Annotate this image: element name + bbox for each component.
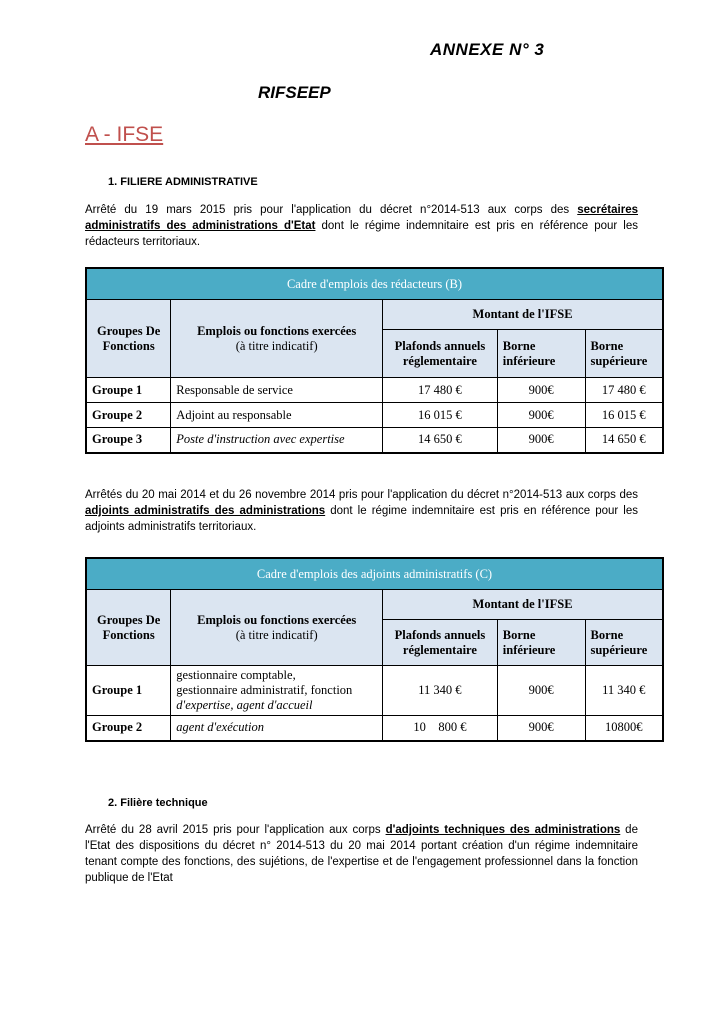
cell-plafond: 17 480 € (383, 378, 498, 403)
header-emplois-text: Emplois ou fonctions exercées (197, 323, 357, 338)
header-emplois-sub: (à titre indicatif) (235, 338, 318, 353)
paragraph-redacteurs (85, 202, 638, 250)
para-text: dont le régime indemnitaire est pris en référence pour les rédacteurs territoriaux. (85, 220, 638, 248)
cell-emploi: Adjoint au responsable (171, 403, 383, 428)
cell-borne-sup: 10800€ (585, 716, 663, 741)
cell-borne-sup: 11 340 € (585, 666, 663, 716)
section-a-title: A - IFSE (85, 123, 164, 146)
cell-plafond: 16 015 € (383, 403, 498, 428)
header-emplois-text: Emplois ou fonctions exercées (197, 612, 357, 627)
header-montant: Montant de l'IFSE (383, 590, 663, 620)
cell-plafond: 10 800 € (383, 716, 498, 741)
table-row (86, 716, 663, 741)
cell-borne-sup: 17 480 € (585, 378, 663, 403)
table-row (86, 666, 663, 716)
table-adjoints (85, 557, 664, 742)
cell-groupe: Groupe 1 (86, 378, 171, 403)
header-groupes: Groupes De Fonctions (86, 300, 171, 378)
cell-groupe: Groupe 2 (86, 716, 171, 741)
para-text: Arrêtés du 20 mai 2014 et du 26 novembre 2014 pris pour l'application du décret n°2014-513 aux corps des (85, 489, 638, 501)
cell-borne-inf: 900€ (497, 403, 585, 428)
cell-groupe: Groupe 1 (86, 666, 171, 716)
cell-plafond: 11 340 € (383, 666, 498, 716)
header-groupes: Groupes De Fonctions (86, 590, 171, 666)
header-emplois (171, 590, 383, 666)
cell-borne-inf: 900€ (497, 716, 585, 741)
header-borne-sup: Borne supérieure (585, 330, 663, 378)
table-row (86, 378, 663, 403)
cell-emploi (171, 666, 383, 716)
header-borne-inf: Borne inférieure (497, 330, 585, 378)
para-emphasis: adjoints administratifs des administrations (85, 505, 326, 517)
cell-emploi-line: gestionnaire administratif, fonction (176, 683, 353, 697)
header-plafonds: Plafonds annuels réglementaire (383, 330, 498, 378)
cell-groupe: Groupe 2 (86, 403, 171, 428)
filiere-technique-heading: 2. Filière technique (108, 797, 208, 809)
cell-emploi-line: gestionnaire comptable, (176, 668, 296, 682)
cell-plafond: 14 650 € (383, 428, 498, 453)
cell-borne-inf: 900€ (497, 428, 585, 453)
para-emphasis: secrétaires administratifs des administrations d'Etat (85, 204, 638, 232)
header-emplois-sub: (à titre indicatif) (235, 627, 318, 642)
cell-emploi: Responsable de service (171, 378, 383, 403)
para-text: Arrêté du 28 avril 2015 pris pour l'application aux corps (85, 824, 386, 836)
paragraph-techniques (85, 822, 638, 886)
para-text: dont le régime indemnitaire est pris en référence pour les adjoints administratifs territoriaux. (85, 505, 638, 533)
cell-emploi: Poste d'instruction avec expertise (171, 428, 383, 453)
para-text: Arrêté du 19 mars 2015 pris pour l'application du décret n°2014-513 aux corps des (85, 204, 578, 216)
cell-groupe: Groupe 3 (86, 428, 171, 453)
para-emphasis: d'adjoints techniques des administrations (385, 824, 621, 836)
header-borne-inf: Borne inférieure (497, 620, 585, 666)
cell-emploi: agent d'exécution (171, 716, 383, 741)
annexe-label: ANNEXE N° 3 (430, 40, 545, 59)
cell-borne-sup: 14 650 € (585, 428, 663, 453)
cell-borne-sup: 16 015 € (585, 403, 663, 428)
para-text: de l'Etat des dispositions du décret n° 2014-513 du 20 mai 2014 portant création d'un régime indemnitaire tenant compte des fonctions, des sujétions, de l'expertise et de l'engagement professionnel dans la fonction publique de l'Etat (85, 824, 638, 884)
header-emplois (171, 300, 383, 378)
paragraph-adjoints (85, 487, 638, 535)
table-caption: Cadre d'emplois des adjoints administratifs (C) (86, 558, 663, 590)
document-title: RIFSEEP (258, 83, 331, 102)
cell-borne-inf: 900€ (497, 666, 585, 716)
table-row (86, 428, 663, 453)
table-redacteurs (85, 267, 664, 454)
filiere-administrative-heading: 1. FILIERE ADMINISTRATIVE (108, 176, 258, 188)
cell-emploi-line: d'expertise, agent d'accueil (176, 698, 313, 712)
cell-borne-inf: 900€ (497, 378, 585, 403)
table-caption: Cadre d'emplois des rédacteurs (B) (86, 268, 663, 300)
table-row (86, 403, 663, 428)
header-borne-sup: Borne supérieure (585, 620, 663, 666)
header-plafonds: Plafonds annuels réglementaire (383, 620, 498, 666)
header-montant: Montant de l'IFSE (383, 300, 663, 330)
